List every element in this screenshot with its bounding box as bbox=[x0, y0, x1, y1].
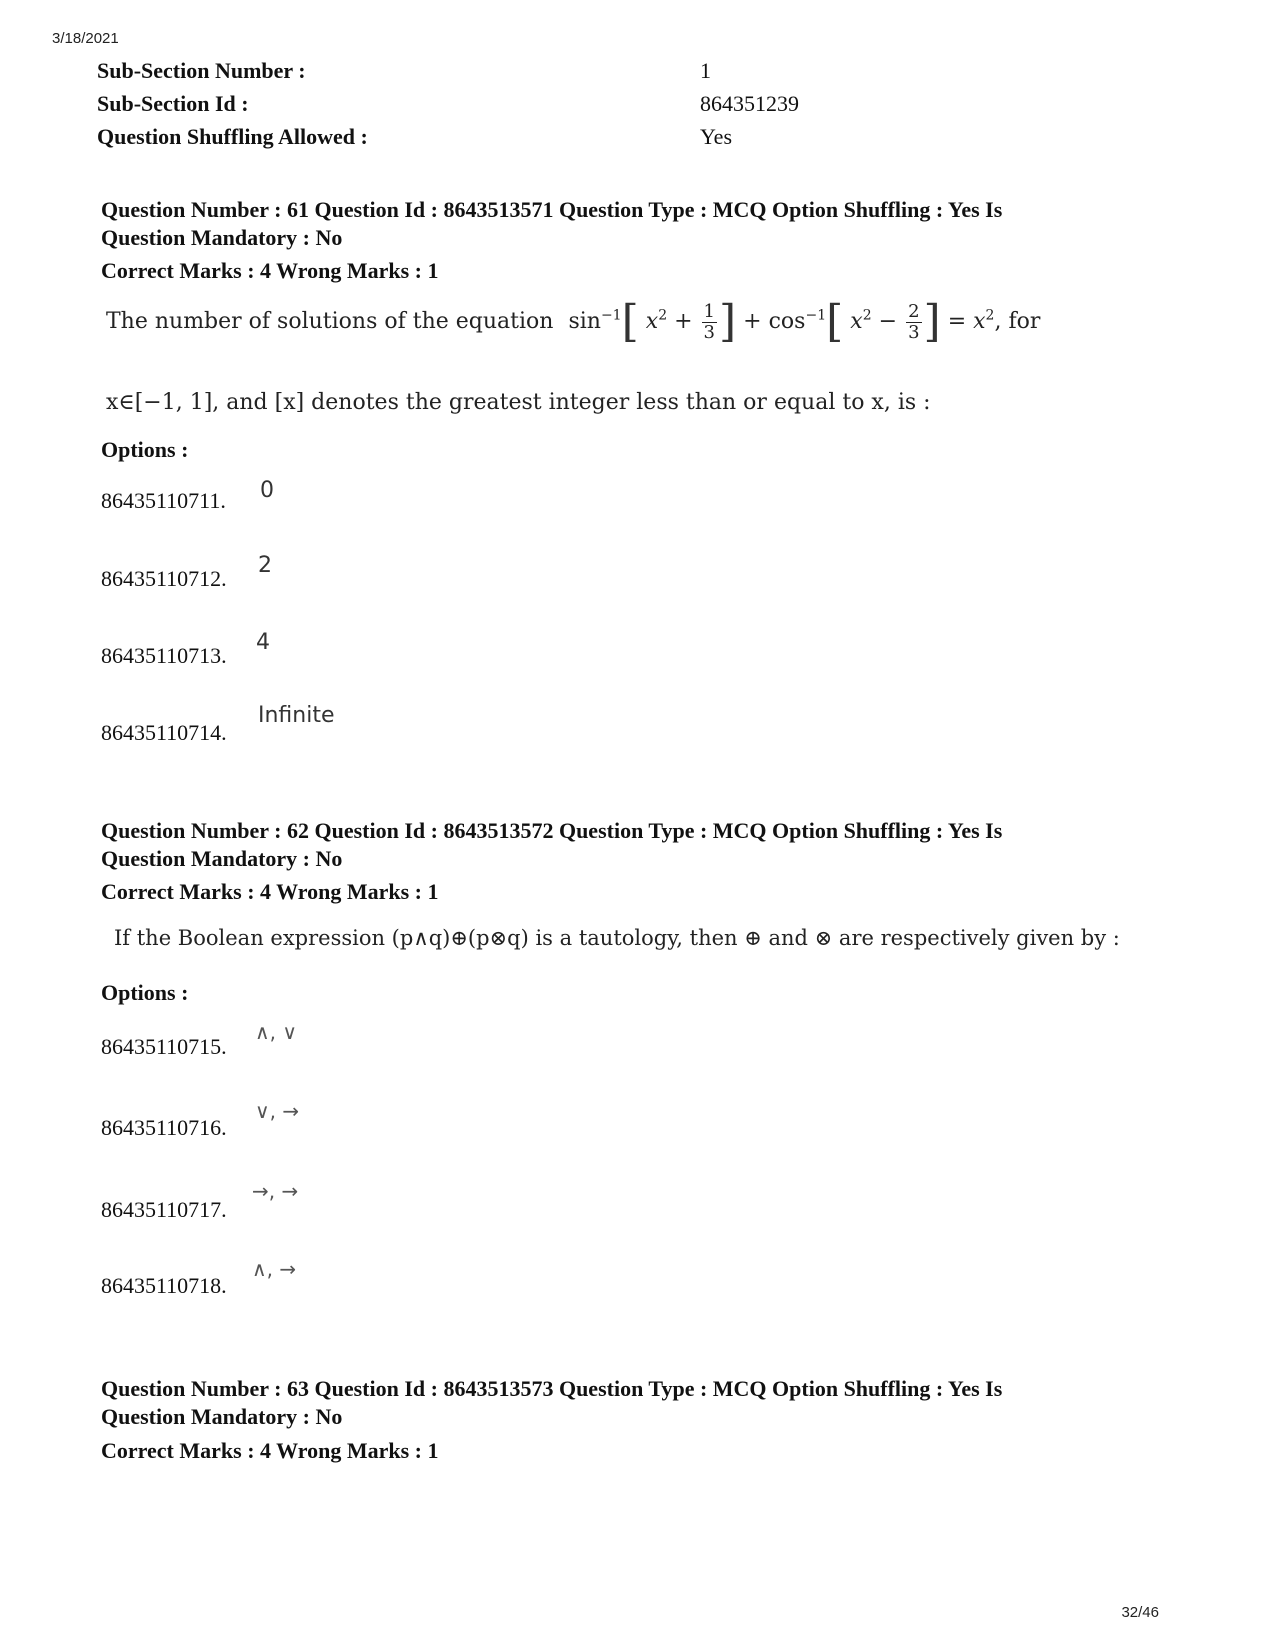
left-bracket: [ bbox=[826, 296, 844, 347]
option-value: ∧, → bbox=[252, 1257, 297, 1281]
question-61-marks: Correct Marks : 4 Wrong Marks : 1 bbox=[101, 258, 439, 283]
exponent-2: 2 bbox=[862, 307, 872, 324]
plus-sign: + bbox=[674, 309, 693, 334]
right-bracket: ] bbox=[719, 296, 737, 347]
var-x: x bbox=[973, 309, 986, 334]
inverse-exponent: −1 bbox=[805, 307, 827, 324]
option-value: Infinite bbox=[258, 703, 335, 728]
question-63-header-line1: Question Number : 63 Question Id : 8643513573 Question Type : MCQ Option Shuffling : Yes Is bbox=[101, 1376, 1003, 1401]
cos-function: cos bbox=[768, 309, 806, 334]
var-x: x bbox=[850, 309, 863, 334]
fraction-two-thirds: $\frac{2}{3}$ bbox=[908, 300, 920, 343]
question-63-header-line2: Question Mandatory : No bbox=[101, 1404, 343, 1429]
right-bracket: ] bbox=[923, 296, 941, 347]
subsection-number-value: 1 bbox=[700, 58, 711, 83]
equals-sign: = bbox=[947, 309, 967, 334]
page-number: 32/46 bbox=[1121, 1604, 1159, 1621]
question-62-marks: Correct Marks : 4 Wrong Marks : 1 bbox=[101, 879, 439, 904]
minus-sign: − bbox=[878, 309, 898, 334]
for-word: , for bbox=[994, 309, 1041, 334]
question-62-header bbox=[101, 817, 1181, 873]
exponent-2: 2 bbox=[658, 307, 668, 324]
option-value: 0 bbox=[260, 478, 274, 503]
var-x: x bbox=[645, 309, 659, 334]
option-value: ∨, → bbox=[255, 1099, 300, 1123]
question-63-marks: Correct Marks : 4 Wrong Marks : 1 bbox=[101, 1438, 439, 1463]
option-id: 86435110715. bbox=[101, 1034, 227, 1059]
subsection-number-label: Sub-Section Number : bbox=[97, 58, 306, 83]
option-id: 86435110713. bbox=[101, 643, 227, 668]
question-62-header-line2: Question Mandatory : No bbox=[101, 846, 343, 871]
print-date: 3/18/2021 bbox=[52, 30, 119, 47]
option-value: →, → bbox=[252, 1179, 299, 1203]
plus-sign: + bbox=[743, 309, 762, 334]
left-bracket: [ bbox=[621, 296, 639, 347]
option-value: 2 bbox=[258, 553, 272, 578]
question-63-header bbox=[101, 1375, 1181, 1431]
question-61-header-line1: Question Number : 61 Question Id : 8643513571 Question Type : MCQ Option Shuffling : Yes Is bbox=[101, 197, 1003, 222]
question-61-options-label: Options : bbox=[101, 437, 189, 462]
question-62-text: If the Boolean expression (p∧q)⊕(p⊗q) is a tautology, then ⊕ and ⊗ are respectively given by : bbox=[114, 926, 1120, 950]
option-id: 86435110717. bbox=[101, 1197, 227, 1222]
option-id: 86435110711. bbox=[101, 488, 226, 513]
question-62-header-line1: Question Number : 62 Question Id : 8643513572 Question Type : MCQ Option Shuffling : Yes Is bbox=[101, 818, 1003, 843]
exponent-2: 2 bbox=[985, 307, 995, 324]
option-id: 86435110716. bbox=[101, 1115, 227, 1140]
question-shuffling-label: Question Shuffling Allowed : bbox=[97, 124, 368, 149]
question-61-text-line1 bbox=[106, 296, 1041, 347]
option-id: 86435110714. bbox=[101, 720, 227, 745]
question-61-header-line2: Question Mandatory : No bbox=[101, 225, 343, 250]
sin-function: sin bbox=[568, 309, 601, 334]
subsection-id-value: 864351239 bbox=[700, 91, 799, 116]
subsection-id-label: Sub-Section Id : bbox=[97, 91, 249, 116]
option-id: 86435110712. bbox=[101, 566, 227, 591]
question-61-intro: The number of solutions of the equation bbox=[106, 309, 554, 334]
question-62-options-label: Options : bbox=[101, 980, 189, 1005]
inverse-exponent: −1 bbox=[600, 307, 622, 324]
option-value: ∧, ∨ bbox=[255, 1020, 297, 1044]
option-value: 4 bbox=[256, 630, 270, 655]
option-id: 86435110718. bbox=[101, 1273, 227, 1298]
question-61-text-line2: x∈[−1, 1], and [x] denotes the greatest integer less than or equal to x, is : bbox=[106, 390, 931, 415]
question-61-header bbox=[101, 196, 1181, 252]
question-shuffling-value: Yes bbox=[700, 124, 733, 149]
fraction-one-third: $\frac{1}{3}$ bbox=[703, 300, 715, 343]
